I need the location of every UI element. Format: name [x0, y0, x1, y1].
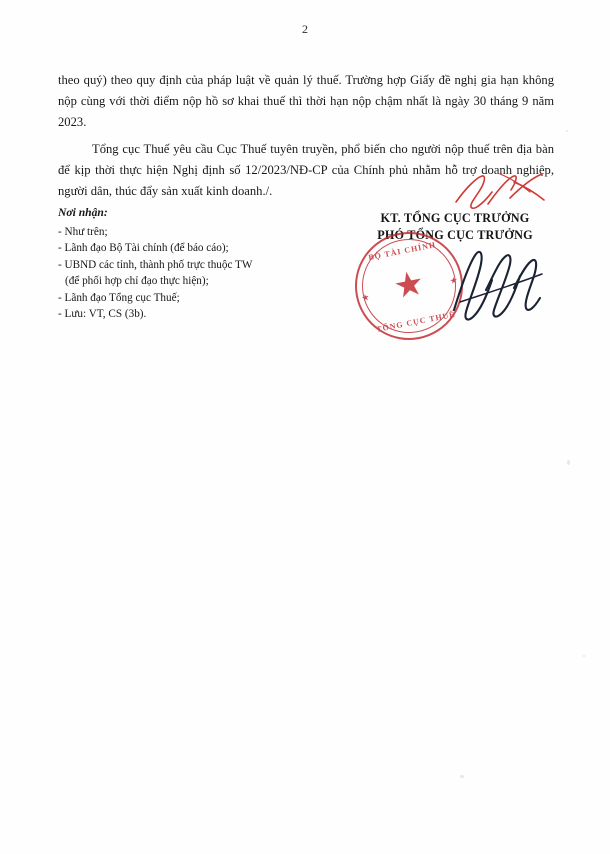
scan-speck: [566, 130, 568, 132]
seal-bottom-text: TỔNG CỤC THUẾ: [375, 309, 457, 334]
seal-star-icon: ★: [390, 264, 428, 307]
recipients-title: Nơi nhận:: [58, 206, 108, 219]
seal-mini-star-right-icon: ★: [448, 274, 459, 287]
recipient-item-2: - Lãnh đạo Bộ Tài chính (để báo cáo);: [58, 242, 229, 254]
document-body: [58, 70, 554, 202]
page-number: 2: [302, 22, 308, 36]
seal-mini-star-left-icon: ★: [360, 291, 371, 304]
scan-speck: [583, 655, 585, 657]
recipients-block: [58, 205, 308, 323]
recipient-item-3-sub: (để phối hợp chỉ đạo thực hiện);: [65, 275, 209, 287]
official-seal: [346, 223, 473, 350]
scan-speck: [567, 460, 570, 465]
scan-speck: [460, 775, 464, 778]
signature-title-line2: PHÓ TỔNG CỤC TRƯỞNG: [377, 228, 533, 242]
recipient-item-3: - UBND các tỉnh, thành phố trực thuộc TW: [58, 258, 253, 271]
seal-top-text: BỘ TÀI CHÍNH: [367, 240, 437, 263]
paragraph-instruction: Tổng cục Thuế yêu cầu Cục Thuế tuyên truyền, phổ biến cho người nộp thuế trên địa bàn để kịp thời thực hiện Nghị định số 12/2023/NĐ-CP của Chính phủ nhằm hỗ trợ doanh nghiệp, người dân, thúc đẩy sản xuất kinh doanh./.: [58, 142, 554, 198]
signature-title-line1: KT. TỔNG CỤC TRƯỞNG: [380, 211, 530, 225]
paragraph-continued: theo quý) theo quy định của pháp luật về quản lý thuế. Trường hợp Giấy đề nghị gia hạn không nộp cùng với thời điểm nộp hồ sơ khai thuế thì thời hạn nộp chậm nhất là ngày 30 tháng 9 năm 2023.: [58, 73, 554, 129]
recipient-item-5: - Lưu: VT, CS (3b).: [58, 308, 147, 320]
recipient-item-1: - Như trên;: [58, 225, 108, 238]
recipient-item-4: - Lãnh đạo Tổng cục Thuế;: [58, 291, 180, 304]
